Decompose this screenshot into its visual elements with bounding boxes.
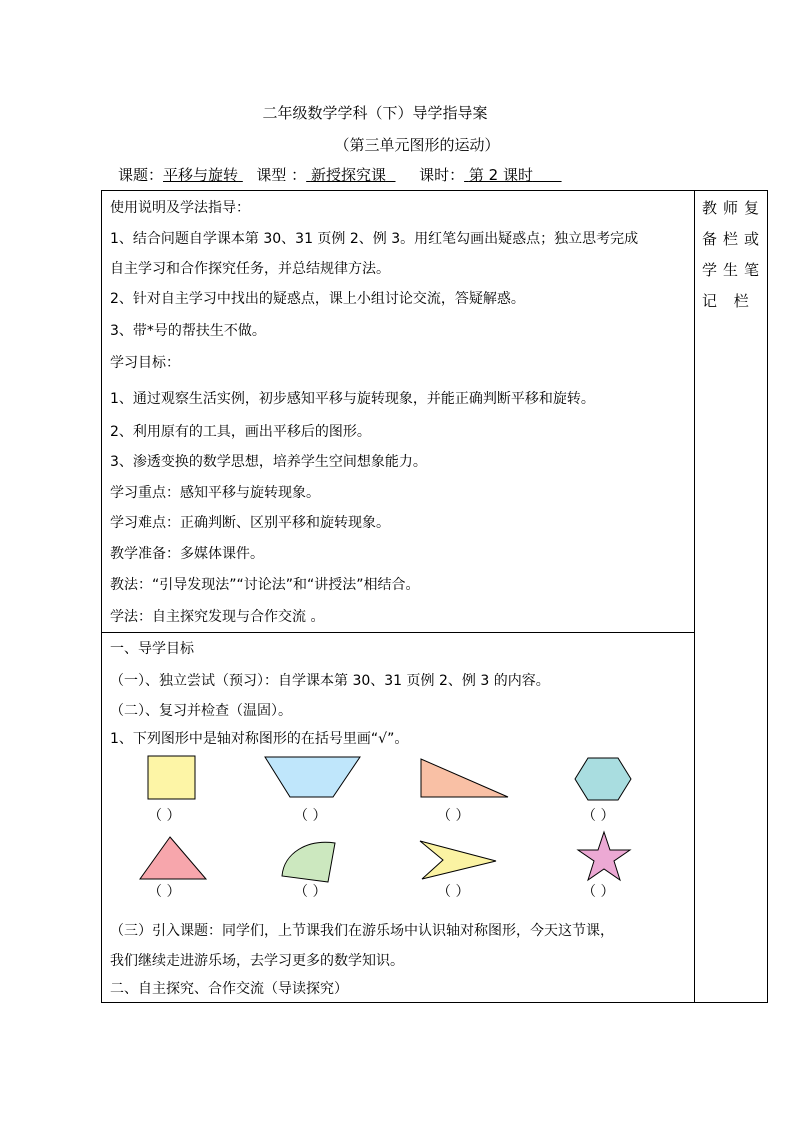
answer-parentheses[interactable]: （ ）	[582, 808, 615, 824]
right-triangle-shape	[421, 759, 508, 797]
guide-cell	[102, 633, 695, 1003]
text-line: 使用说明及学法指导：	[110, 200, 250, 216]
text-line: 2、针对自主学习中找出的疑惑点，课上小组讨论交流，答疑解惑。	[110, 291, 525, 307]
period-label: 课时：	[419, 166, 465, 184]
trapezoid-shape	[265, 757, 360, 797]
answer-parentheses[interactable]: （ ）	[582, 884, 615, 900]
text-line: 3、渗透变换的数学思想，培养学生空间想象能力。	[110, 454, 427, 470]
text-line: 二、自主探究、合作交流（导读探究）	[110, 981, 348, 997]
text-line: 学习目标：	[110, 355, 180, 371]
sector-shape	[282, 842, 335, 882]
notes-line: 记 栏	[702, 292, 755, 310]
text-line: 3、带*号的帮扶生不做。	[110, 323, 266, 339]
text-line: 1、通过观察生活实例，初步感知平移与旋转现象，并能正确判断平移和旋转。	[110, 391, 595, 407]
text-line: 学习重点：感知平移与旋转现象。	[110, 485, 320, 501]
star-shape	[578, 832, 630, 880]
answer-parentheses[interactable]: （ ）	[148, 884, 181, 900]
notes-column	[695, 191, 768, 1003]
instructions-cell	[102, 191, 695, 633]
answer-parentheses[interactable]: （ ）	[437, 884, 470, 900]
shapes-figure	[102, 633, 694, 893]
text-line: （一）、独立尝试（预习）：自学课本第 30、31 页例 2、例 3 的内容。	[110, 673, 550, 689]
period-value: 第 2 课时	[468, 166, 533, 184]
text-line: （二）、复习并检查（温固）。	[110, 703, 292, 719]
text-line: 1、结合问题自学课本第 30、31 页例 2、例 3。用红笔勾画出疑惑点；独立思考完成	[110, 231, 639, 247]
guide-table	[101, 190, 768, 1003]
text-line: 一、导学目标	[110, 641, 194, 657]
text-line: 1、下列图形中是轴对称图形的在括号里画“√”。	[110, 731, 409, 747]
type-label: 课型 ：	[256, 166, 307, 184]
text-line: 教法：“引导发现法”“讨论法”和“讲授法”相结合。	[110, 577, 420, 593]
topic-value: 平移与旋转	[163, 166, 239, 184]
document-subtitle: （第三单元图形的运动）	[334, 136, 500, 154]
text-line: 学习难点：正确判断、区别平移和旋转现象。	[110, 515, 390, 531]
lesson-meta	[118, 164, 562, 185]
arrow-shape	[420, 841, 496, 879]
answer-parentheses[interactable]: （ ）	[294, 884, 327, 900]
answer-parentheses[interactable]: （ ）	[148, 808, 181, 824]
text-line: 2、利用原有的工具，画出平移后的图形。	[110, 424, 371, 440]
text-line: 学法：自主探究发现与合作交流 。	[110, 609, 325, 625]
document-title: 二年级数学学科（下）导学指导案	[262, 104, 488, 122]
topic-label: 课题：	[118, 166, 164, 184]
answer-parentheses[interactable]: （ ）	[437, 808, 470, 824]
square-shape	[148, 756, 195, 799]
type-value: 新授探究课	[310, 166, 386, 184]
notes-line: 备栏或	[702, 230, 766, 248]
hexagon-shape	[575, 758, 631, 800]
notes-line: 学生笔	[702, 261, 766, 279]
text-line: 我们继续走进游乐场，去学习更多的数学知识。	[110, 953, 404, 969]
answer-parentheses[interactable]: （ ）	[294, 808, 327, 824]
triangle-shape	[140, 837, 206, 879]
notes-line: 教师复	[702, 199, 766, 217]
text-line: 自主学习和合作探究任务，并总结规律方法。	[110, 261, 390, 277]
text-line: 教学准备：多媒体课件。	[110, 546, 264, 562]
text-line: （三）引入课题：同学们，上节课我们在游乐场中认识轴对称图形，今天这节课，	[110, 923, 614, 939]
